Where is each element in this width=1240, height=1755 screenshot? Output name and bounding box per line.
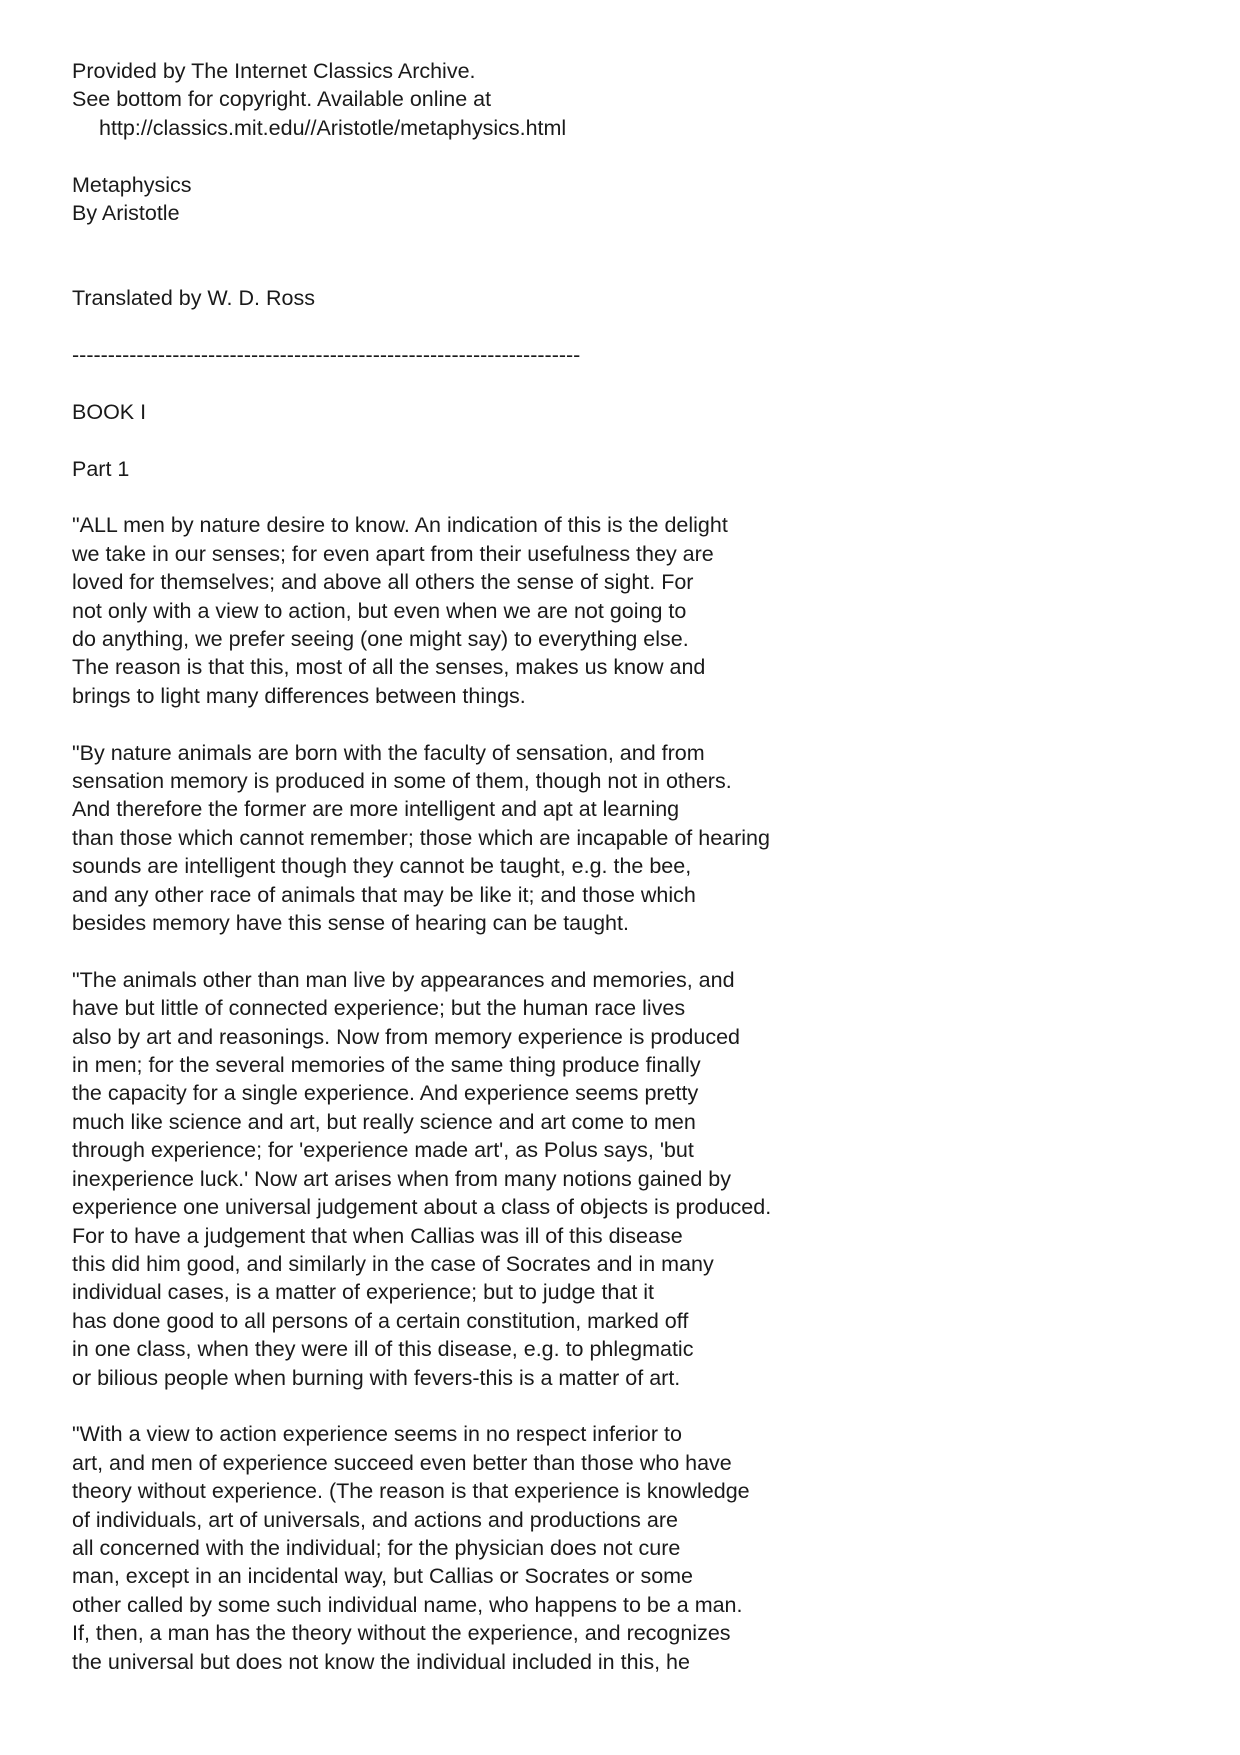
text-line: theory without experience. (The reason is that experience is knowledge xyxy=(72,1479,750,1504)
blank-line xyxy=(72,483,1172,511)
document-page xyxy=(72,57,1172,1676)
text-line: other called by some such individual name, who happens to be a man. xyxy=(72,1592,743,1617)
text-line: much like science and art, but really science and art come to men xyxy=(72,1109,696,1134)
text-line: we take in our senses; for even apart from their usefulness they are xyxy=(72,541,714,566)
blank-line xyxy=(72,313,1172,341)
text-line: "By nature animals are born with the faculty of sensation, and from xyxy=(72,740,705,765)
text-line: than those which cannot remember; those which are incapable of hearing xyxy=(72,825,770,850)
text-line: in men; for the several memories of the same thing produce finally xyxy=(72,1053,701,1078)
text-line: in one class, when they were ill of this disease, e.g. to phlegmatic xyxy=(72,1337,694,1362)
text-line: sensation memory is produced in some of them, though not in others. xyxy=(72,769,732,794)
text-line: And therefore the former are more intelligent and apt at learning xyxy=(72,797,680,822)
text-line: If, then, a man has the theory without the experience, and recognizes xyxy=(72,1621,731,1646)
text-line: not only with a view to action, but even when we are not going to xyxy=(72,598,687,623)
work-author: By Aristotle xyxy=(72,201,180,226)
source-url: http://classics.mit.edu//Aristotle/metaphysics.html xyxy=(99,115,567,140)
text-line: the universal but does not know the individual included in this, he xyxy=(72,1649,690,1674)
text-line: loved for themselves; and above all others the sense of sight. For xyxy=(72,570,694,595)
text-line: experience one universal judgement about a class of objects is produced. xyxy=(72,1195,772,1220)
text-line: and any other race of animals that may be like it; and those which xyxy=(72,882,696,907)
text-line: besides memory have this sense of hearing can be taught. xyxy=(72,911,629,936)
text-line: also by art and reasonings. Now from memory experience is produced xyxy=(72,1024,741,1049)
part-heading: Part 1 xyxy=(72,456,130,481)
text-line: inexperience luck.' Now art arises when from many notions gained by xyxy=(72,1166,731,1191)
text-line: do anything, we prefer seeing (one might say) to everything else. xyxy=(72,627,689,652)
text-line: of individuals, art of universals, and actions and productions are xyxy=(72,1507,678,1532)
text-line: brings to light many differences between things. xyxy=(72,683,526,708)
blank-line xyxy=(72,710,1172,738)
book-heading: BOOK I xyxy=(72,399,147,424)
text-line: sounds are intelligent though they cannot be taught, e.g. the bee, xyxy=(72,854,692,879)
text-line: For to have a judgement that when Callias was ill of this disease xyxy=(72,1223,683,1248)
text-line: man, except in an incidental way, but Callias or Socrates or some xyxy=(72,1564,694,1589)
paragraph-2 xyxy=(72,739,1172,938)
text-line: "With a view to action experience seems in no respect inferior to xyxy=(72,1422,682,1447)
text-line: individual cases, is a matter of experience; but to judge that it xyxy=(72,1280,655,1305)
blank-line xyxy=(72,937,1172,965)
text-line: have but little of connected experience; but the human race lives xyxy=(72,996,686,1021)
text-line: "The animals other than man live by appearances and memories, and xyxy=(72,967,735,992)
text-line: this did him good, and similarly in the case of Socrates and in many xyxy=(72,1251,714,1276)
blank-line xyxy=(72,142,1172,170)
work-title: Metaphysics xyxy=(72,172,192,197)
blank-line xyxy=(72,426,1172,454)
provided-by-line: Provided by The Internet Classics Archive. xyxy=(72,59,476,83)
paragraph-3 xyxy=(72,966,1172,1392)
text-line: The reason is that this, most of all the senses, makes us know and xyxy=(72,655,706,680)
separator-rule: ----------------------------------------------------------------------- xyxy=(72,343,581,367)
paragraph-1 xyxy=(72,511,1172,710)
text-line: or bilious people when burning with fevers-this is a matter of art. xyxy=(72,1365,681,1390)
text-line: the capacity for a single experience. And experience seems pretty xyxy=(72,1081,699,1106)
text-line: has done good to all persons of a certain constitution, marked off xyxy=(72,1308,689,1333)
blank-line xyxy=(72,256,1172,284)
copyright-note-line: See bottom for copyright. Available online at xyxy=(72,87,492,112)
text-line: all concerned with the individual; for the physician does not cure xyxy=(72,1535,681,1560)
blank-line xyxy=(72,227,1172,255)
blank-line xyxy=(72,369,1172,397)
text-line: "ALL men by nature desire to know. An indication of this is the delight xyxy=(72,513,728,538)
blank-line xyxy=(72,1392,1172,1420)
text-line: through experience; for 'experience made art', as Polus says, 'but xyxy=(72,1138,694,1163)
translator-line: Translated by W. D. Ross xyxy=(72,286,315,311)
paragraph-4 xyxy=(72,1420,1172,1676)
text-line: art, and men of experience succeed even better than those who have xyxy=(72,1450,732,1475)
